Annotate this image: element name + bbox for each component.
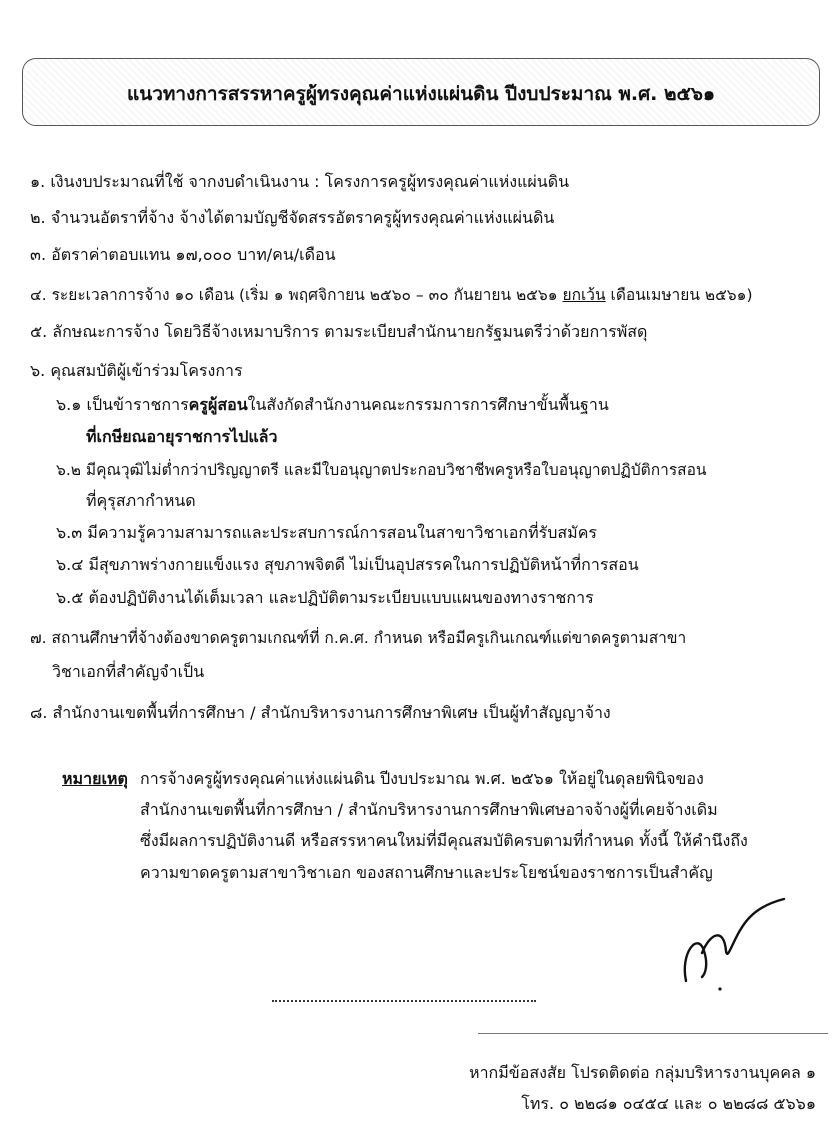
item-6-4: ๖.๔ มีสุขภาพร่างกายแข็งแรง สุขภาพจิตดี ไม่เป็นอุปสรรคในการปฏิบัติหน้าที่การสอน (56, 555, 639, 574)
item-8: ๘. สำนักงานเขตพื้นที่การศึกษา / สำนักบริหารงานการศึกษาพิเศษ เป็นผู้ทำสัญญาจ้าง (30, 703, 611, 722)
item-4-except: ยกเว้น (562, 286, 606, 304)
item-6: ๖. คุณสมบัติผู้เข้าร่วมโครงการ (30, 361, 243, 380)
item-7-line2: วิชาเอกที่สำคัญจำเป็น (52, 662, 205, 681)
item-5: ๕. ลักษณะการจ้าง โดยวิธีจ้างเหมาบริการ ตามระเบียบสำนักนายกรัฐมนตรีว่าด้วยการพัสดุ (30, 322, 648, 341)
item-6-2-line2: ที่คุรุสภากำหนด (86, 491, 196, 510)
item-6-3: ๖.๓ มีความรู้ความสามารถและประสบการณ์การสอนในสาขาวิชาเอกที่รับสมัคร (56, 523, 597, 542)
contact-line-1: หากมีข้อสงสัย โปรดติดต่อ กลุ่มบริหารงานบุคคล ๑ (469, 1063, 816, 1082)
item-4-tail: เดือนเมษายน ๒๕๖๑) (605, 286, 753, 304)
note-line-1: การจ้างครูผู้ทรงคุณค่าแห่งแผ่นดิน ปีงบประมาณ พ.ศ. ๒๕๖๑ ให้อยู่ในดุลยพินิจของ (140, 769, 704, 788)
title-box (22, 58, 820, 126)
item-6-1 (56, 393, 609, 418)
item-7: ๗. สถานศึกษาที่จ้างต้องขาดครูตามเกณฑ์ที่ ก.ค.ศ. กำหนด หรือมีครูเกินเกณฑ์แต่ขาดครูตามสาขา (30, 629, 687, 647)
note-label: หมายเหตุ (62, 769, 128, 788)
item-6-2: ๖.๒ มีคุณวุฒิไม่ต่ำกว่าปริญญาตรี และมีใบอนุญาตประกอบวิชาชีพครูหรือใบอนุญาตปฏิบัติการสอน (56, 461, 707, 479)
note-line-2: สำนักงานเขตพื้นที่การศึกษา / สำนักบริหารงานการศึกษาพิเศษอาจจ้างผู้ที่เคยจ้างเดิม (140, 800, 718, 819)
item-6-1-prefix: ๖.๑ เป็นข้าราชการ (56, 395, 189, 414)
note-line-4: ความขาดครูตามสาขาวิชาเอก ของสถานศึกษาและประโยชน์ของราชการเป็นสำคัญ (140, 863, 713, 882)
item-4-text: ๔. ระยะเวลาการจ้าง ๑๐ เดือน (เริ่ม ๑ พฤศจิกายน ๒๕๖๐ – ๓๐ กันยายน ๒๕๖๑ (30, 286, 563, 304)
item-6-1-rest: ในสังกัดสำนักงานคณะกรรมการการศึกษาขั้นพื้นฐาน (247, 395, 609, 414)
item-4 (30, 282, 753, 307)
item-6-1-line2: ที่เกษียณอายุราชการไปแล้ว (86, 427, 278, 446)
item-1: ๑. เงินงบประมาณที่ใช้ จากงบดำเนินงาน : โครงการครูผู้ทรงคุณค่าแห่งแผ่นดิน (30, 172, 570, 191)
signature (676, 893, 788, 995)
item-2: ๒. จำนวนอัตราที่จ้าง จ้างได้ตามบัญชีจัดสรรอัตราครูผู้ทรงคุณค่าแห่งแผ่นดิน (30, 208, 555, 227)
document-title: แนวทางการสรรหาครูผู้ทรงคุณค่าแห่งแผ่นดิน ปีงบประมาณ พ.ศ. ๒๕๖๑ (126, 83, 716, 105)
item-6-1-bold: ครูผู้สอน (188, 395, 248, 414)
note-line-3: ซึ่งมีผลการปฏิบัติงานดี หรือสรรหาคนใหม่ที่มีคุณสมบัติครบตามที่กำหนด ทั้งนี้ ให้คำนึงถึง (140, 831, 748, 850)
separator-line (478, 1033, 828, 1034)
item-6-5: ๖.๕ ต้องปฏิบัติงานได้เต็มเวลา และปฏิบัติตามระเบียบแบบแผนของทางราชการ (56, 588, 594, 607)
item-3: ๓. อัตราค่าตอบแทน ๑๗,๐๐๐ บาท/คน/เดือน (30, 245, 336, 264)
contact-phone: โทร. ๐ ๒๒๘๑ ๐๔๕๔ และ ๐ ๒๒๘๘ ๕๖๖๑ (521, 1094, 816, 1113)
signature-line (272, 1000, 536, 1002)
